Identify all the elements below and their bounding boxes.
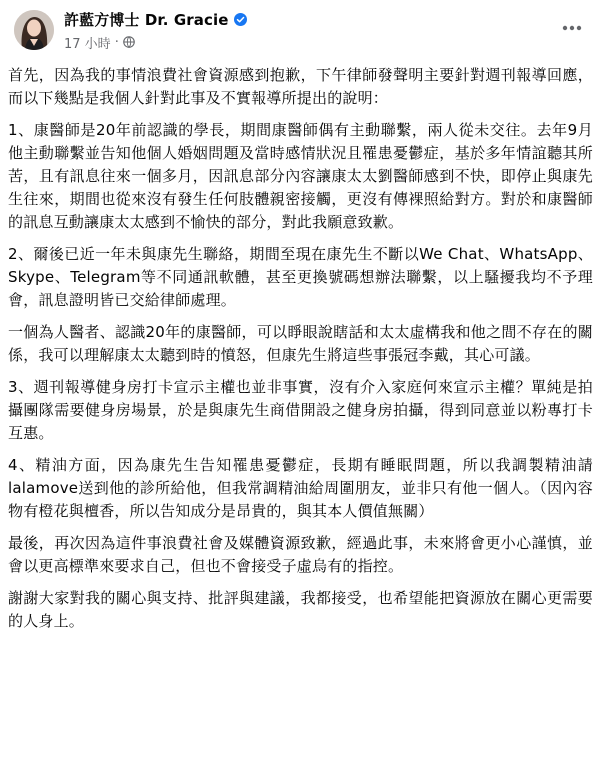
author-name[interactable]: 許藍方博士 Dr. Gracie	[64, 10, 229, 29]
post-timestamp[interactable]: 17 小時	[64, 36, 111, 52]
verified-badge-icon	[234, 13, 247, 26]
author-avatar[interactable]	[14, 10, 54, 50]
profile-photo	[14, 10, 54, 50]
post-paragraph: 首先，因為我的事情浪費社會資源感到抱歉，下午律師發聲明主要針對週刊報導回應，而以下幾點是我個人針對此事及不實報導所提出的說明：	[8, 66, 593, 107]
post-paragraph: 最後，再次因為這件事浪費社會及媒體資源致歉，經過此事，未來將會更小心謹慎，並會以更高標準來要求自己，但也不會接受子虛烏有的指控。	[8, 534, 593, 575]
post-paragraph: 3、週刊報導健身房打卡宣示主權也並非事實，沒有介入家庭何來宣示主權？單純是拍攝團隊需要健身房場景，於是與康先生商借開設之健身房拍攝，得到同意並以粉專打卡互惠。	[8, 378, 593, 442]
post-body	[8, 64, 593, 642]
author-row	[64, 9, 553, 29]
post-meta	[64, 33, 553, 51]
post-header	[8, 0, 593, 62]
post-paragraph: 2、爾後已近一年未與康先生聯絡，期間至現在康先生不斷以We Chat、WhatsApp、Skype、Telegram等不同通訊軟體，甚至更換號碼想辦法聯繫，以上騷擾我均不予理會，訊息證明皆已交給律師處理。	[8, 245, 593, 309]
meta-separator: ·	[114, 34, 119, 50]
author-block	[64, 9, 553, 51]
post-paragraph: 一個為人醫者、認識20年的康醫師，可以睜眼說瞎話和太太虛構我和他之間不存在的關係，我可以理解康太太聽到時的憤怒，但康先生將這些事張冠李戴，其心可議。	[8, 323, 593, 364]
post-paragraph: 謝謝大家對我的關心與支持、批評與建議，我都接受，也希望能把資源放在關心更需要的人身上。	[8, 589, 593, 630]
globe-icon[interactable]	[123, 36, 135, 48]
post-paragraph: 4、精油方面，因為康先生告知罹患憂鬱症，長期有睡眠問題，所以我調製精油請lalamove送到他的診所給他，但我常調精油給周圍朋友，並非只有他一個人。（因內容物有橙花與檀香，所以告知成分是昂貴的，與其本人價值無關）	[8, 456, 593, 520]
more-options-icon[interactable]	[559, 18, 585, 38]
post-paragraph: 1、康醫師是20年前認識的學長，期間康醫師偶有主動聯繫，兩人從未交往。去年9月他主動聯繫並告知他個人婚姻問題及當時感情狀況且罹患憂鬱症，基於多年情誼聽其所苦，且有訊息往來一個多月，因訊息部分內容讓康太太劉醫師感到不快，即停止與康先生往來，期間也從來沒有發生任何肢體親密接觸，更沒有傳裸照給對方。對於和康醫師的訊息互動讓康太太感到不愉快的部分，對此我願意致歉。	[8, 121, 593, 231]
